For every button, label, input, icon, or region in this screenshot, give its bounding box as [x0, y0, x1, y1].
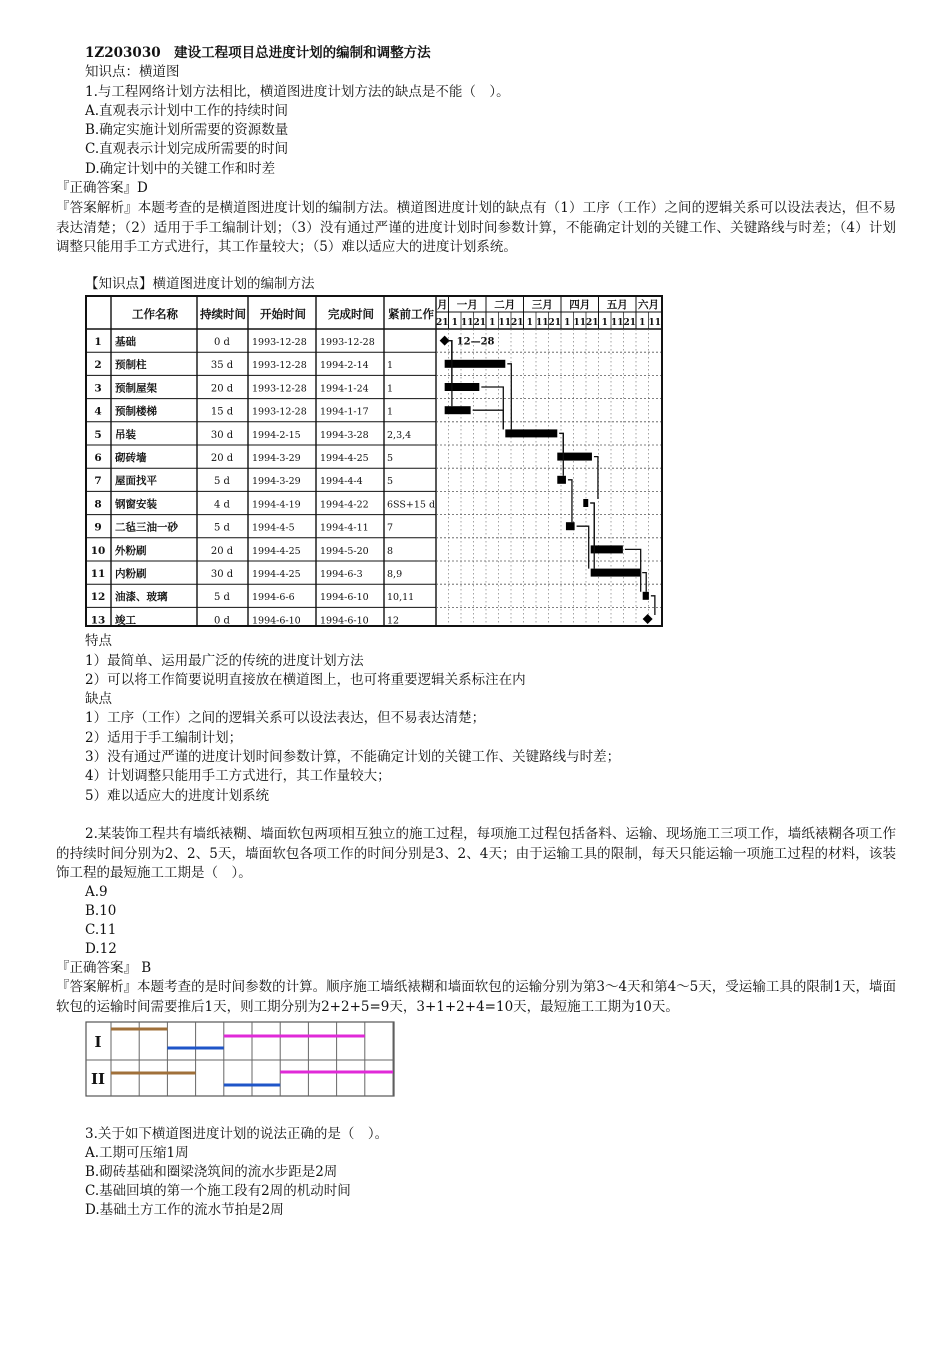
- gantt-row-end: 1994-3-28: [320, 429, 369, 441]
- gantt-month-label: 二月: [494, 299, 516, 311]
- q3-option-a: A.工期可压缩1周: [85, 1145, 189, 1161]
- defect-item: 5）难以适应大的进度计划系统: [85, 788, 270, 804]
- q2-analysis: 『答案解析』本题考查的是时间参数的计算。顺序施工墙纸裱糊和墙面软包的运输分别为第3～4天和第4～5天，受运输工具的限制1天，墙面软包的运输时间需要推后1天，则工期分别为2+2+5=9天，3+1+2+4=10天，最短施工工期为10天。: [56, 979, 896, 1015]
- q3-stem: 3.关于如下横道图进度计划的说法正确的是（ ）。: [85, 1126, 389, 1142]
- gantt-row-start: 1994-4-19: [252, 499, 301, 511]
- gantt-row-duration: 30 d: [210, 429, 234, 441]
- gantt-row-name: 外粉刷: [115, 544, 147, 557]
- gantt-row-no: 4: [94, 405, 102, 418]
- gantt-row-end: 1994-6-10: [320, 592, 369, 604]
- q1-option-c: C.直观表示计划完成所需要的时间: [85, 141, 289, 157]
- gantt-day-label: 1: [601, 318, 608, 328]
- gantt-row-end: 1994-1-24: [320, 383, 369, 395]
- gantt-day-label: 21: [510, 318, 524, 328]
- defect-item: 4）计划调整只能用手工方式进行，其工作量较大；: [85, 768, 391, 784]
- gantt-row-duration: 5 d: [214, 522, 230, 534]
- q1-option-b: B.确定实施计划所需要的资源数量: [85, 122, 289, 138]
- gantt-row-start: 1994-4-5: [252, 522, 295, 534]
- features-title: 特点: [85, 633, 112, 649]
- gantt-month-label: 一月: [456, 299, 478, 311]
- gantt-day-label: 21: [435, 318, 449, 328]
- gantt-link: [481, 387, 503, 429]
- gantt-milestone-label: 12—28: [456, 336, 495, 348]
- gantt-link: [590, 503, 594, 569]
- gantt-row-end: 1994-2-14: [320, 360, 369, 372]
- defect-item: 1）工序（工作）之间的逻辑关系可以设法表达，但不易表达清楚；: [85, 710, 486, 726]
- gantt-bar: [557, 476, 566, 484]
- gantt-row-name: 预制楼梯: [115, 405, 157, 418]
- gantt-day-label: 21: [585, 318, 599, 328]
- gantt-row-pred: 6SS+15 d: [387, 499, 436, 511]
- gantt-row-start: 1994-3-29: [252, 476, 301, 488]
- gantt-row-start: 1994-4-25: [252, 569, 301, 580]
- gantt-month-label: 六月: [638, 299, 659, 311]
- gantt-bar: [643, 592, 649, 600]
- gantt-day-label: 21: [473, 318, 487, 328]
- gantt-day-label: 21: [623, 318, 637, 328]
- gantt-bar: [583, 499, 588, 507]
- gantt-day-label: 21: [548, 318, 562, 328]
- q1-option-a: A.直观表示计划中工作的持续时间: [85, 103, 289, 119]
- gantt-row-pred: 8: [387, 545, 394, 557]
- gantt-bar: [505, 429, 557, 437]
- gantt-row-no: 12: [90, 591, 106, 604]
- q2-option-d: D.12: [85, 941, 117, 957]
- gantt-row-no: 6: [94, 452, 102, 464]
- gantt-link: [651, 596, 655, 615]
- gantt-day-label: 1: [526, 318, 533, 328]
- gantt-day-label: 1: [564, 318, 571, 328]
- gantt-row-no: 3: [94, 382, 102, 395]
- gantt-chart-figure: [85, 295, 665, 629]
- gantt-day-label: 11: [573, 318, 587, 328]
- q2-option-b: B.10: [85, 903, 117, 919]
- gantt-bar: [445, 406, 471, 414]
- gantt-row-no: 13: [90, 614, 106, 627]
- gantt-row-no: 2: [94, 359, 102, 372]
- gantt-row-name: 钢窗安装: [115, 498, 157, 511]
- gantt-row-duration: 15 d: [210, 406, 234, 418]
- gantt-milestone: [643, 614, 653, 624]
- q2-stem: 2.某装饰工程共有墙纸裱糊、墙面软包两项相互独立的施工过程，每项施工过程包括备料、运输、现场施工三项工作，墙纸裱糊各项工作的持续时间分别为2、2、5天，墙面软包各项工作的时间分别是3、2、4天；由于运输工具的限制，每天只能运输一项施工过程的材料，该装饰工程的最短施工工期是（ ）。: [56, 826, 896, 881]
- q2-option-a: A.9: [85, 884, 108, 900]
- q3-option-c: C.基础回填的第一个施工段有2周的机动时间: [85, 1183, 351, 1199]
- gantt-link: [507, 364, 511, 430]
- gantt-link: [577, 526, 589, 568]
- gantt-day-label: 11: [610, 318, 624, 328]
- gantt-row-duration: 5 d: [214, 592, 230, 604]
- gantt-month-label: 月: [437, 299, 448, 311]
- knowledge-point-label: 知识点：横道图: [85, 64, 180, 80]
- gantt-row-pred: 1: [387, 406, 394, 418]
- gantt-row-duration: 30 d: [210, 569, 234, 580]
- gantt-row-duration: 0 d: [214, 337, 230, 348]
- gantt-link: [642, 573, 646, 592]
- gantt-row-start: 1994-6-6: [252, 592, 295, 604]
- gantt-day-label: 1: [489, 318, 496, 328]
- gantt-day-label: 11: [460, 318, 474, 328]
- gantt-bar: [445, 360, 506, 368]
- q1-stem: 1.与工程网络计划方法相比，横道图进度计划方法的缺点是不能（ ）。: [85, 84, 510, 100]
- gantt-link: [568, 480, 572, 522]
- gantt-row-pred: 2,3,4: [387, 429, 412, 441]
- gantt-bar: [557, 453, 592, 461]
- section-title: 1Z203030 建设工程项目总进度计划的编制和调整方法: [85, 45, 431, 61]
- feature-item: 1）最简单、运用最广泛的传统的进度计划方法: [85, 653, 364, 669]
- gantt-row-no: 8: [94, 498, 102, 511]
- gantt-month-label: 四月: [569, 299, 591, 311]
- gantt-row-start: 1993-12-28: [252, 406, 307, 418]
- gantt-row-name: 砌砖墙: [115, 452, 147, 464]
- gantt-row-start: 1993-12-28: [252, 360, 307, 372]
- gantt-row-name: 基础: [115, 336, 136, 348]
- gantt-row-duration: 35 d: [210, 360, 234, 372]
- gantt-month-label: 五月: [606, 299, 628, 311]
- gantt-row-end: 1994-4-11: [320, 522, 369, 534]
- gantt-row-name: 二毡三油一砂: [115, 521, 178, 534]
- gantt-row-pred: 5: [387, 453, 394, 464]
- gantt-row-duration: 4 d: [214, 499, 230, 511]
- gantt-day-label: 11: [648, 318, 662, 328]
- q2-option-c: C.11: [85, 922, 117, 938]
- gantt-row-name: 内粉刷: [115, 568, 147, 580]
- gantt-header-5: 紧前工作: [388, 307, 434, 321]
- gantt-header-1: 工作名称: [132, 307, 178, 321]
- gantt-day-label: 11: [498, 318, 512, 328]
- gantt-row-pred: 7: [387, 522, 394, 534]
- gantt-bar: [591, 545, 623, 553]
- gantt-row-pred: 1: [387, 360, 394, 372]
- gantt-row-end: 1994-4-22: [320, 499, 369, 511]
- gantt-row-end: 1994-4-25: [320, 453, 369, 464]
- q2-schedule-figure: [85, 1021, 397, 1099]
- gantt-row-start: 1994-4-25: [252, 545, 301, 557]
- gantt-day-label: 1: [639, 318, 646, 328]
- gantt-bar: [566, 522, 575, 530]
- gantt-row-name: 油漆、玻璃: [115, 591, 168, 604]
- gantt-row-name: 预制柱: [115, 359, 147, 372]
- q1-option-d: D.确定计划中的关键工作和时差: [85, 161, 276, 177]
- gantt-row-no: 10: [90, 544, 106, 557]
- gantt-row-end: 1994-1-17: [320, 406, 369, 418]
- gantt-row-end: 1994-6-10: [320, 615, 369, 627]
- gantt-row-pred: 12: [387, 615, 400, 627]
- defect-item: 2）适用于手工编制计划；: [85, 730, 243, 746]
- gantt-row-start: 1994-2-15: [252, 429, 301, 441]
- gantt-bar: [591, 569, 641, 577]
- gantt-row-no: 9: [94, 521, 102, 534]
- kp-box-title: 【知识点】横道图进度计划的编制方法: [85, 276, 315, 292]
- defects-title: 缺点: [85, 691, 112, 707]
- schedule-row-label: II: [90, 1070, 106, 1088]
- gantt-row-end: 1994-5-20: [320, 545, 369, 557]
- gantt-row-name: 吊装: [115, 428, 136, 441]
- feature-item: 2）可以将工作简要说明直接放在横道图上，也可将重要逻辑关系标注在内: [85, 672, 526, 688]
- gantt-row-name: 预制屋架: [115, 382, 157, 395]
- gantt-row-start: 1994-3-29: [252, 453, 301, 464]
- gantt-row-name: 竣工: [115, 614, 136, 627]
- gantt-row-duration: 20 d: [210, 545, 234, 557]
- defect-item: 3）没有通过严谨的进度计划时间参数计算，不能确定计划的关键工作、关键路线与时差；: [85, 749, 621, 765]
- q1-analysis: 『答案解析』本题考查的是横道图进度计划的编制方法。横道图进度计划的缺点有（1）工序（工作）之间的逻辑关系可以设法表达，但不易表达清楚；（2）适用于手工编制计划；（3）没有通过严谨的进度计划时间参数计算，不能确定计划的关键工作、关键路线与时差；（4）计划调整只能用手工方式进行，其工作量较大；（5）难以适应大的进度计划系统。: [56, 200, 896, 255]
- gantt-row-start: 1994-6-10: [252, 615, 301, 627]
- gantt-row-end: 1994-4-4: [320, 476, 363, 488]
- gantt-header-4: 完成时间: [328, 307, 374, 321]
- gantt-row-end: 1993-12-28: [320, 337, 375, 348]
- schedule-row-label: I: [94, 1033, 102, 1051]
- gantt-row-duration: 20 d: [210, 383, 234, 395]
- gantt-row-no: 11: [90, 568, 106, 580]
- gantt-day-label: 1: [451, 318, 458, 328]
- gantt-header-2: 持续时间: [200, 307, 246, 321]
- gantt-link: [594, 457, 598, 499]
- gantt-row-start: 1993-12-28: [252, 337, 307, 348]
- gantt-row-name: 屋面找平: [115, 475, 157, 488]
- gantt-day-label: 11: [535, 318, 549, 328]
- gantt-month-label: 三月: [531, 299, 553, 311]
- q3-option-b: B.砌砖基础和圈梁浇筑间的流水步距是2周: [85, 1164, 338, 1180]
- gantt-row-duration: 5 d: [214, 476, 230, 488]
- q1-answer: 『正确答案』D: [56, 180, 148, 196]
- q2-answer: 『正确答案』 B: [56, 960, 152, 976]
- gantt-header-3: 开始时间: [260, 307, 306, 321]
- gantt-row-no: 7: [94, 475, 102, 488]
- gantt-row-pred: 1: [387, 383, 394, 395]
- gantt-row-pred: 8,9: [387, 569, 403, 580]
- gantt-row-start: 1993-12-28: [252, 383, 307, 395]
- gantt-row-no: 5: [94, 428, 102, 441]
- gantt-row-pred: 10,11: [387, 592, 415, 604]
- gantt-row-duration: 0 d: [214, 615, 230, 627]
- q3-option-d: D.基础土方工作的流水节拍是2周: [85, 1202, 284, 1218]
- gantt-row-duration: 20 d: [210, 453, 234, 464]
- gantt-row-end: 1994-6-3: [320, 569, 363, 580]
- gantt-bar: [445, 383, 480, 391]
- gantt-row-pred: 5: [387, 476, 394, 488]
- gantt-row-no: 1: [94, 336, 102, 348]
